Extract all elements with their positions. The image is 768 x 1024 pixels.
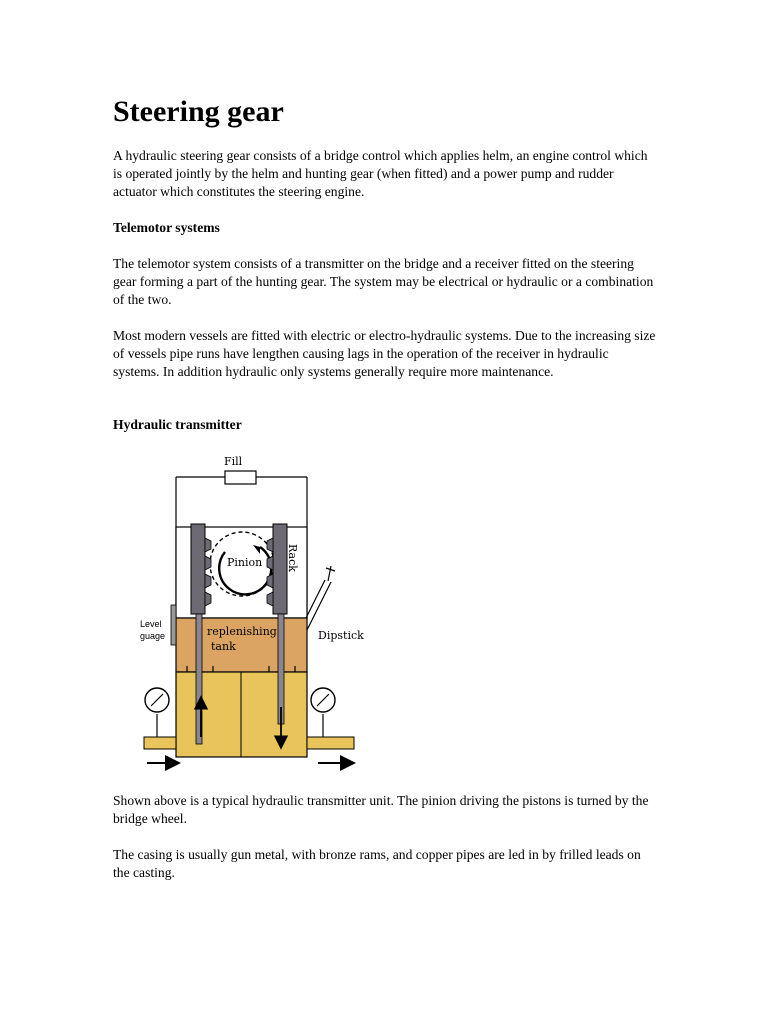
section-heading-hydraulic-transmitter: Hydraulic transmitter [113, 417, 242, 432]
hydraulic-transmitter-diagram [135, 452, 365, 782]
left-pipe-outlet [144, 737, 176, 749]
level-gauge [171, 605, 176, 645]
right-pipe-outlet [307, 737, 354, 749]
dipstick-label: Dipstick [318, 629, 364, 642]
page-title: Steering gear [113, 95, 284, 128]
pinion-label: Pinion [227, 556, 263, 569]
telemotor-paragraph-2: Most modern vessels are fitted with electric or electro-hydraulic systems. Due to the increasing size of vessels pipe runs have lengthen causing lags in the operation of the receiver in hydraulic systems. In addition hydraulic only systems generally require more maintenance. [113, 328, 656, 379]
telemotor-paragraph-1: The telemotor system consists of a transmitter on the bridge and a receiver fitted on the steering gear forming a part of the hunting gear. The system may be electrical or hydraulic or a combination of the two. [113, 256, 654, 307]
transmitter-description-paragraph: Shown above is a typical hydraulic transmitter unit. The pinion driving the pistons is turned by the bridge wheel. [113, 793, 649, 826]
section-heading-telemotor: Telemotor systems [113, 220, 220, 235]
right-pressure-gauge-icon [311, 688, 335, 737]
tank-label-line2: tank [211, 640, 236, 653]
casing-paragraph: The casing is usually gun metal, with bronze rams, and copper pipes are led in by frilled leads on the casting. [113, 847, 641, 880]
level-gauge-label-line1: Level [140, 619, 162, 629]
left-pressure-gauge-icon [145, 688, 169, 737]
fill-label: Fill [224, 455, 243, 468]
tank-label-line1: replenishing [207, 625, 277, 638]
level-gauge-label-line2: guage [140, 631, 166, 641]
fill-plug [225, 471, 256, 484]
rack-label: Rack [286, 544, 299, 572]
left-piston [196, 614, 202, 744]
intro-paragraph: A hydraulic steering gear consists of a bridge control which applies helm, an engine control which is operated jointly by the helm and hunting gear (when fitted) and a power pump and rudder actuator which constitutes the steering engine. [113, 148, 648, 199]
